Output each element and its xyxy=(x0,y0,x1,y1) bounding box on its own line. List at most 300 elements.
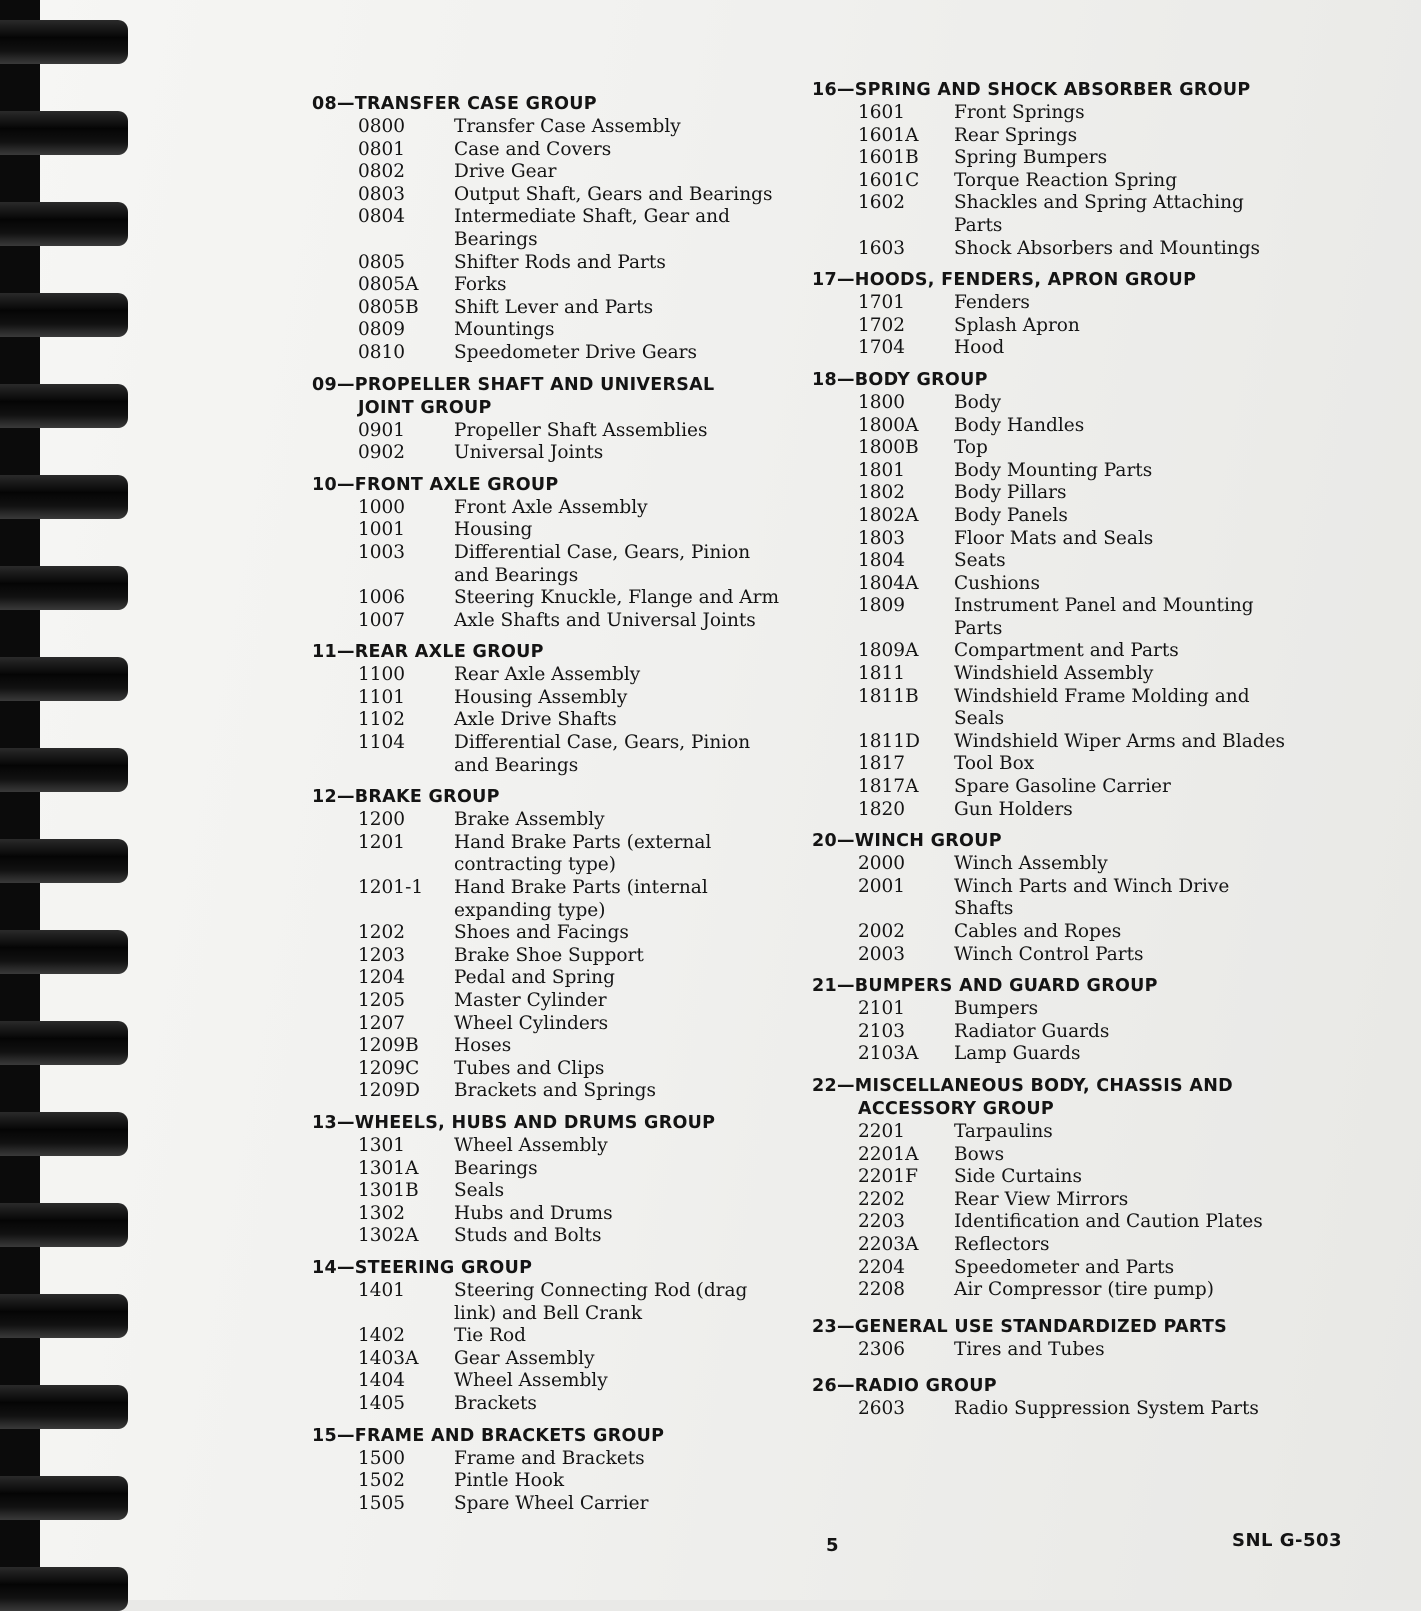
part-code: 1007 xyxy=(358,609,406,631)
group-title xyxy=(312,786,792,809)
binding-ring xyxy=(0,475,128,519)
right-column xyxy=(812,70,1332,1421)
part-description: Side Curtains xyxy=(954,1166,1082,1188)
list-item xyxy=(312,967,792,990)
group-title-line: 23—GENERAL USE STANDARDIZED PARTS xyxy=(812,1316,1228,1337)
part-code: 1601B xyxy=(858,147,919,169)
part-description: Brake Assembly xyxy=(454,809,605,831)
parts-group xyxy=(312,93,792,365)
list-item xyxy=(812,460,1332,483)
list-item xyxy=(312,1280,792,1325)
part-description: Pedal and Spring xyxy=(454,967,615,989)
binding-ring xyxy=(0,1567,128,1611)
part-code: 1820 xyxy=(858,798,906,820)
spiral-binding xyxy=(0,0,135,1600)
list-item xyxy=(812,292,1332,315)
part-description: Mountings xyxy=(454,319,555,341)
list-item xyxy=(312,877,792,922)
list-item xyxy=(812,1257,1332,1280)
binding-ring xyxy=(0,1021,128,1065)
part-description: Tubes and Clips xyxy=(454,1057,605,1079)
part-code: 1207 xyxy=(358,1012,406,1034)
part-description: Cushions xyxy=(954,572,1040,594)
group-title-line: ACCESSORY GROUP xyxy=(858,1098,1055,1119)
binding-ring xyxy=(0,1203,128,1247)
list-item xyxy=(312,1393,792,1416)
list-item xyxy=(312,161,792,184)
part-code: 1209D xyxy=(358,1080,420,1102)
part-description: Windshield Assembly xyxy=(954,663,1154,685)
part-description: Torque Reaction Spring xyxy=(954,169,1178,191)
part-code: 2103 xyxy=(858,1020,906,1042)
left-column xyxy=(312,84,792,1515)
parts-group xyxy=(812,830,1332,966)
part-description: Front Axle Assembly xyxy=(454,496,648,518)
part-description: Spare Wheel Carrier xyxy=(454,1492,649,1514)
parts-group xyxy=(812,79,1332,260)
part-description: Body xyxy=(954,391,1002,413)
part-description: Drive Gear xyxy=(454,161,557,183)
part-description: Seats xyxy=(954,550,1006,572)
list-item xyxy=(312,206,792,251)
list-item xyxy=(312,319,792,342)
page-number: 5 xyxy=(826,1535,839,1556)
part-code: 1201 xyxy=(358,831,406,853)
list-item xyxy=(312,1325,792,1348)
list-item xyxy=(812,528,1332,551)
part-description: Hand Brake Parts (external contracting type) xyxy=(454,831,712,876)
part-description: Bumpers xyxy=(954,998,1039,1020)
list-item xyxy=(812,550,1332,573)
part-description: Wheel Assembly xyxy=(454,1370,608,1392)
list-item xyxy=(812,573,1332,596)
part-code: 1201-1 xyxy=(358,877,424,899)
part-code: 2603 xyxy=(858,1398,906,1420)
parts-group xyxy=(312,474,792,633)
part-description: Pintle Hook xyxy=(454,1470,565,1492)
part-description: Speedometer Drive Gears xyxy=(454,341,697,363)
part-description: Universal Joints xyxy=(454,442,604,464)
list-item xyxy=(312,587,792,610)
part-code: 1301A xyxy=(358,1157,419,1179)
group-title-line: 10—FRONT AXLE GROUP xyxy=(312,474,559,495)
list-item xyxy=(312,1225,792,1248)
part-code: 1800B xyxy=(858,437,919,459)
part-code: 1803 xyxy=(858,527,906,549)
part-code: 1202 xyxy=(358,922,406,944)
list-item xyxy=(812,799,1332,822)
part-code: 1811 xyxy=(858,663,906,685)
part-description: Windshield Wiper Arms and Blades xyxy=(954,730,1286,752)
part-code: 0809 xyxy=(358,319,406,341)
part-description: Master Cylinder xyxy=(454,990,607,1011)
list-item xyxy=(812,1021,1332,1044)
parts-group xyxy=(312,1257,792,1416)
part-code: 1209C xyxy=(358,1057,420,1079)
parts-group xyxy=(312,641,792,777)
part-description: Housing Assembly xyxy=(454,686,628,708)
part-code: 1006 xyxy=(358,587,406,609)
list-item xyxy=(312,116,792,139)
list-item xyxy=(312,1180,792,1203)
list-item xyxy=(312,1348,792,1371)
part-description: Tires and Tubes xyxy=(954,1338,1105,1360)
part-code: 0803 xyxy=(358,183,406,205)
part-code: 1817 xyxy=(858,753,906,775)
list-item xyxy=(812,1211,1332,1234)
list-item xyxy=(812,921,1332,944)
part-description: Radiator Guards xyxy=(954,1020,1110,1042)
part-description: Differential Case, Gears, Pinion and Bearings xyxy=(454,541,751,586)
list-item xyxy=(312,1013,792,1036)
part-description: Wheel Cylinders xyxy=(454,1012,609,1034)
list-item xyxy=(812,1398,1332,1421)
group-title-line: 14—STEERING GROUP xyxy=(312,1257,533,1278)
part-description: Hand Brake Parts (internal expanding type) xyxy=(454,877,708,921)
part-code: 1804 xyxy=(858,550,906,572)
binding-ring xyxy=(0,202,128,246)
list-item xyxy=(312,664,792,687)
part-description: Floor Mats and Seals xyxy=(954,527,1154,549)
group-title-line: 16—SPRING AND SHOCK ABSORBER GROUP xyxy=(812,80,1251,100)
part-description: Frame and Brackets xyxy=(454,1447,645,1469)
part-code: 1402 xyxy=(358,1325,406,1347)
part-code: 1701 xyxy=(858,292,906,314)
group-title xyxy=(812,269,1332,292)
part-description: Instrument Panel and Mounting Parts xyxy=(954,595,1254,639)
part-code: 1809 xyxy=(858,595,906,617)
list-item xyxy=(312,342,792,365)
list-item xyxy=(812,125,1332,148)
parts-group xyxy=(812,269,1332,360)
part-code: 1401 xyxy=(358,1279,406,1301)
list-item xyxy=(812,315,1332,338)
part-description: Body Handles xyxy=(954,414,1085,436)
list-item xyxy=(812,1166,1332,1189)
list-item xyxy=(312,442,792,465)
part-description: Cables and Ropes xyxy=(954,921,1122,942)
part-description: Body Mounting Parts xyxy=(954,459,1153,481)
group-title-line: 09—PROPELLER SHAFT AND UNIVERSAL xyxy=(312,374,715,395)
list-item xyxy=(812,753,1332,776)
part-code: 1102 xyxy=(358,709,406,731)
part-code: 1601 xyxy=(858,102,906,123)
part-code: 0805B xyxy=(358,296,419,318)
group-title xyxy=(312,641,792,664)
part-description: Intermediate Shaft, Gear and Bearings xyxy=(454,206,730,250)
list-item xyxy=(312,274,792,297)
group-title xyxy=(812,830,1332,853)
part-description: Steering Knuckle, Flange and Arm xyxy=(454,587,780,609)
list-item xyxy=(312,990,792,1013)
group-title-line: 18—BODY GROUP xyxy=(812,369,988,390)
part-code: 0800 xyxy=(358,116,406,137)
part-code: 0902 xyxy=(358,442,406,464)
list-item xyxy=(312,184,792,207)
part-code: 1801 xyxy=(858,459,906,481)
list-item xyxy=(812,998,1332,1021)
list-item xyxy=(312,1370,792,1393)
part-code: 0801 xyxy=(358,138,406,160)
parts-group xyxy=(312,374,792,465)
part-description: Forks xyxy=(454,274,507,296)
group-title-line: JOINT GROUP xyxy=(358,397,492,418)
part-code: 1302 xyxy=(358,1202,406,1224)
group-title-line: 08—TRANSFER CASE GROUP xyxy=(312,94,597,114)
part-code: 2201A xyxy=(858,1143,919,1165)
list-item xyxy=(312,420,792,443)
part-description: Winch Assembly xyxy=(954,853,1108,875)
part-code: 1817A xyxy=(858,776,919,798)
list-item xyxy=(312,687,792,710)
part-description: Shock Absorbers and Mountings xyxy=(954,237,1261,259)
part-code: 2203A xyxy=(858,1233,919,1255)
part-code: 1001 xyxy=(358,519,406,541)
list-item xyxy=(312,1080,792,1103)
list-item xyxy=(312,519,792,542)
part-code: 2201 xyxy=(858,1120,906,1142)
part-description: Brackets xyxy=(454,1392,537,1414)
list-item xyxy=(812,1144,1332,1167)
part-code: 2208 xyxy=(858,1279,906,1301)
part-description: Housing xyxy=(454,519,533,541)
list-item xyxy=(812,776,1332,799)
part-code: 1203 xyxy=(358,944,406,966)
part-description: Rear Axle Assembly xyxy=(454,664,641,686)
list-item xyxy=(312,1035,792,1058)
part-code: 1602 xyxy=(858,192,906,214)
part-code: 1301 xyxy=(358,1134,406,1156)
part-description: Hood xyxy=(954,337,1005,359)
parts-group xyxy=(812,369,1332,821)
part-description: Propeller Shaft Assemblies xyxy=(454,419,708,441)
list-item xyxy=(312,922,792,945)
part-description: Spring Bumpers xyxy=(954,147,1108,169)
part-code: 1000 xyxy=(358,496,406,518)
part-code: 2003 xyxy=(858,943,906,965)
list-item xyxy=(312,139,792,162)
list-item xyxy=(312,809,792,832)
parts-group xyxy=(812,1316,1332,1362)
part-description: Studs and Bolts xyxy=(454,1225,602,1247)
list-item xyxy=(312,542,792,587)
part-description: Radio Suppression System Parts xyxy=(954,1398,1259,1420)
list-item xyxy=(812,640,1332,663)
group-title xyxy=(812,79,1332,102)
list-item xyxy=(312,297,792,320)
part-description: Winch Parts and Winch Drive Shafts xyxy=(954,875,1230,920)
list-item xyxy=(312,1448,792,1471)
list-item xyxy=(812,238,1332,261)
part-description: Rear View Mirrors xyxy=(954,1188,1129,1210)
part-description: Hubs and Drums xyxy=(454,1202,613,1224)
group-title xyxy=(312,374,792,420)
binding-ring xyxy=(0,293,128,337)
group-title xyxy=(312,1425,792,1448)
part-description: Air Compressor (tire pump) xyxy=(954,1279,1214,1301)
part-description: Bows xyxy=(954,1143,1005,1165)
part-code: 1205 xyxy=(358,990,406,1011)
binding-ring xyxy=(0,111,128,155)
binding-ring xyxy=(0,566,128,610)
group-title-line: 21—BUMPERS AND GUARD GROUP xyxy=(812,976,1158,997)
list-item xyxy=(312,1135,792,1158)
part-code: 1603 xyxy=(858,237,906,259)
part-code: 0901 xyxy=(358,419,406,441)
list-item xyxy=(812,415,1332,438)
part-description: Output Shaft, Gears and Bearings xyxy=(454,183,773,205)
group-title xyxy=(812,1075,1332,1121)
group-title xyxy=(812,1316,1332,1339)
list-item xyxy=(812,1339,1332,1362)
group-title xyxy=(312,93,792,116)
list-item xyxy=(812,686,1332,731)
part-code: 0805 xyxy=(358,251,406,273)
group-title-line: 12—BRAKE GROUP xyxy=(312,787,500,808)
part-description: Wheel Assembly xyxy=(454,1134,608,1156)
list-item xyxy=(312,1203,792,1226)
group-title-line: 11—REAR AXLE GROUP xyxy=(312,642,544,663)
part-description: Shackles and Spring Attaching Parts xyxy=(954,192,1244,236)
binding-ring xyxy=(0,657,128,701)
part-code: 2101 xyxy=(858,998,906,1020)
group-title xyxy=(812,1375,1332,1398)
part-description: Shift Lever and Parts xyxy=(454,296,654,318)
list-item xyxy=(812,1043,1332,1066)
parts-group xyxy=(812,975,1332,1066)
part-code: 2002 xyxy=(858,921,906,942)
part-description: Top xyxy=(954,437,988,459)
list-item xyxy=(312,1493,792,1516)
list-item xyxy=(812,102,1332,125)
list-item xyxy=(812,663,1332,686)
part-code: 1502 xyxy=(358,1470,406,1492)
part-description: Differential Case, Gears, Pinion and Bearings xyxy=(454,732,751,776)
part-code: 1809A xyxy=(858,640,919,662)
group-title-line: 13—WHEELS, HUBS AND DRUMS GROUP xyxy=(312,1112,716,1133)
group-title xyxy=(812,975,1332,998)
part-description: Speedometer and Parts xyxy=(954,1256,1175,1278)
parts-group xyxy=(312,1425,792,1516)
list-item xyxy=(812,505,1332,528)
list-item xyxy=(812,1189,1332,1212)
binding-ring xyxy=(0,839,128,883)
part-description: Rear Springs xyxy=(954,124,1078,146)
part-description: Gear Assembly xyxy=(454,1347,595,1369)
list-item xyxy=(312,832,792,877)
part-description: Identification and Caution Plates xyxy=(954,1211,1263,1233)
part-description: Brackets and Springs xyxy=(454,1080,656,1102)
list-item xyxy=(812,853,1332,876)
list-item xyxy=(812,170,1332,193)
group-title-line: 22—MISCELLANEOUS BODY, CHASSIS AND xyxy=(812,1075,1233,1096)
part-code: 0802 xyxy=(358,161,406,183)
group-title-line: 17—HOODS, FENDERS, APRON GROUP xyxy=(812,270,1197,291)
part-code: 0810 xyxy=(358,341,406,363)
part-description: Axle Drive Shafts xyxy=(454,709,617,731)
binding-ring xyxy=(0,20,128,64)
part-code: 1505 xyxy=(358,1492,406,1514)
part-description: Steering Connecting Rod (drag link) and Bell Crank xyxy=(454,1279,748,1324)
part-description: Fenders xyxy=(954,292,1030,314)
list-item xyxy=(812,437,1332,460)
part-code: 1200 xyxy=(358,809,406,831)
part-code: 1302A xyxy=(358,1225,419,1247)
part-description: Hoses xyxy=(454,1035,512,1057)
list-item xyxy=(312,732,792,777)
parts-group xyxy=(312,1112,792,1248)
part-code: 1100 xyxy=(358,664,406,686)
part-description: Front Springs xyxy=(954,102,1085,123)
list-item xyxy=(312,252,792,275)
part-description: Shoes and Facings xyxy=(454,922,629,944)
list-item xyxy=(812,482,1332,505)
part-description: Axle Shafts and Universal Joints xyxy=(454,609,756,631)
part-code: 1802A xyxy=(858,504,919,526)
part-description: Splash Apron xyxy=(954,314,1080,336)
list-item xyxy=(312,1058,792,1081)
part-description: Body Pillars xyxy=(954,482,1067,504)
binding-ring xyxy=(0,1112,128,1156)
list-item xyxy=(312,610,792,633)
part-description: Windshield Frame Molding and Seals xyxy=(954,685,1250,730)
part-code: 2202 xyxy=(858,1188,906,1210)
part-code: 1704 xyxy=(858,337,906,359)
binding-ring xyxy=(0,930,128,974)
group-title-line: 15—FRAME AND BRACKETS GROUP xyxy=(312,1425,665,1446)
part-code: 1204 xyxy=(358,967,406,989)
part-code: 2201F xyxy=(858,1166,918,1188)
part-description: Seals xyxy=(454,1180,505,1202)
part-code: 1404 xyxy=(358,1370,406,1392)
part-code: 2000 xyxy=(858,853,906,875)
part-code: 2306 xyxy=(858,1338,906,1360)
list-item xyxy=(812,1234,1332,1257)
list-item xyxy=(812,944,1332,967)
parts-group xyxy=(312,786,792,1103)
part-code: 2103A xyxy=(858,1043,919,1065)
part-code: 1403A xyxy=(358,1347,419,1369)
binding-ring xyxy=(0,1385,128,1429)
part-description: Winch Control Parts xyxy=(954,943,1144,965)
part-code: 1500 xyxy=(358,1447,406,1469)
part-description: Shifter Rods and Parts xyxy=(454,251,666,273)
part-description: Lamp Guards xyxy=(954,1043,1081,1065)
part-description: Gun Holders xyxy=(954,798,1073,820)
group-title-line: 20—WINCH GROUP xyxy=(812,831,1002,852)
part-description: Bearings xyxy=(454,1157,538,1179)
part-code: 0804 xyxy=(358,206,406,228)
binding-ring xyxy=(0,384,128,428)
list-item xyxy=(812,1121,1332,1144)
part-code: 1811D xyxy=(858,730,920,752)
list-item xyxy=(312,709,792,732)
list-item xyxy=(312,1470,792,1493)
group-title-line: 26—RADIO GROUP xyxy=(812,1376,997,1397)
part-description: Body Panels xyxy=(954,504,1068,526)
part-code: 1811B xyxy=(858,685,919,707)
document-reference: SNL G-503 xyxy=(1232,1530,1343,1551)
list-item xyxy=(812,337,1332,360)
list-item xyxy=(812,392,1332,415)
part-code: 1301B xyxy=(358,1180,419,1202)
group-title xyxy=(812,369,1332,392)
list-item xyxy=(312,945,792,968)
list-item xyxy=(312,1158,792,1181)
part-description: Tool Box xyxy=(954,753,1035,775)
list-item xyxy=(812,1279,1332,1302)
part-description: Tie Rod xyxy=(454,1325,526,1347)
